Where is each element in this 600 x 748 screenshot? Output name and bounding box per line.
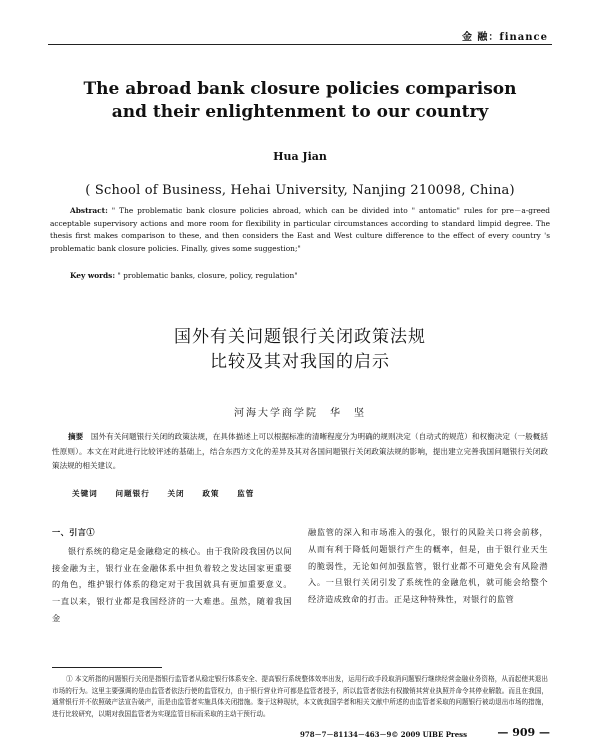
chinese-keyword: 问题银行 (115, 489, 150, 498)
english-affiliation: ( School of Business, Hehai University, Nanjing 210098, China) (85, 183, 515, 198)
header-rule (48, 44, 552, 45)
chinese-keyword: 监管 (237, 489, 255, 498)
body-paragraph-right: 融监管的深入和市场准入的强化，银行的风险关口将会前移，从而有利于降低问题银行产生的概率，但是，由于银行业天生的脆弱性，无论如何加强监管，银行业都不可避免会有风险潜入。一旦银行关闭引发了系统性的金融危机，就可能会给整个经济造成致命的打击。正是这种特殊性，对银行的监管 (308, 527, 548, 605)
chinese-keyword: 关闭 (167, 489, 185, 498)
english-keywords-label: Key words: (70, 271, 116, 280)
english-abstract-label: Abstract: (70, 206, 108, 215)
body-column-right (308, 524, 548, 608)
chinese-abstract (52, 430, 548, 474)
english-keywords-text: " problematic banks, closure, policy, regulation" (115, 271, 298, 280)
chinese-abstract-label: 摘要 (68, 432, 84, 441)
english-abstract (50, 205, 550, 255)
chinese-keyword: 政策 (202, 489, 220, 498)
page-number: — 909 — (497, 726, 550, 739)
english-title-line2: and their enlightenment to our country (111, 102, 489, 122)
chinese-abstract-text: 国外有关问题银行关闭的政策法规，在具体描述上可以根据标准的清晰程度分为明确的规则决定（自动式的规范）和权衡决定（一般概括性原则）。本文在对此进行比较评述的基础上，结合东西方文化的差异及其对各国问题银行关闭政策法规的影响，提出建立完善我国问题银行关闭政策法规的相关建议。 (52, 432, 549, 470)
body-paragraph-left: 银行系统的稳定是金融稳定的核心。由于我阶段我国仍以间接金融为主，银行业在金融体系中担负着较之发达国家更重要的角色，维护银行体系的稳定对于我国就具有更加重要意义。一直以来，银行业都是我国经济的一大难患。虽然，随着我国金 (52, 545, 292, 623)
footer-isbn: 978－7－81134－463－9© 2009 UIBE Press (300, 730, 468, 739)
english-author: Hua Jian (273, 150, 327, 163)
footnote-rule (52, 667, 162, 668)
chinese-keywords-label: 关键词 (72, 489, 98, 498)
footnote-marker: ① (66, 675, 73, 683)
body-column-left (52, 524, 292, 627)
footnote-text: 本文所指的问题银行关闭是指银行监管者从稳定银行体系安全、提高银行系统整体效率出发，运用行政手段取消问题银行继续经营金融业务资格，从而起使其退出市场的行为。这里主要强调的是由监管者依法行使的监管权力，由于银行营业许可都是监管者授予，所以监管者依法有权撤销其营业执照并命令其停业解散。而且在我国，通常银行并不依照破产法宣告破产，而是由监管者实施具体关闭措施。鉴于这种现状，本文就我国学者和相关文献中所述的由监管者采取的问题银行被动退出市场的措施，进行比较研究，以期对我国监管者为实现监管目标而采取的主动干预行动。 (52, 675, 549, 718)
english-title-line1: The abroad bank closure policies comparison (83, 79, 517, 99)
running-header: 金 融：finance (461, 32, 548, 43)
footnote (52, 674, 548, 720)
chinese-author: 河海大学商学院 华 坚 (234, 408, 366, 419)
english-keywords (70, 270, 550, 282)
chinese-title-line2: 比较及其对我国的启示 (210, 352, 390, 372)
chinese-title-line1: 国外有关问题银行关闭政策法规 (174, 327, 426, 347)
section-heading: 一、引言① (52, 527, 95, 537)
chinese-keywords (72, 488, 548, 499)
english-abstract-text: " The problematic bank closure policies abroad, which can be divided into " antomatic" rules for pre－a-greed acceptable supervisory actions and more room for flexibility in particular circumstances according to standard limpid degree. The thesis first makes comparison to these, and then considers the East and West culture difference to the effect of every country 's problematic bank closure policies. Finally, gives some suggestion;" (50, 206, 550, 253)
